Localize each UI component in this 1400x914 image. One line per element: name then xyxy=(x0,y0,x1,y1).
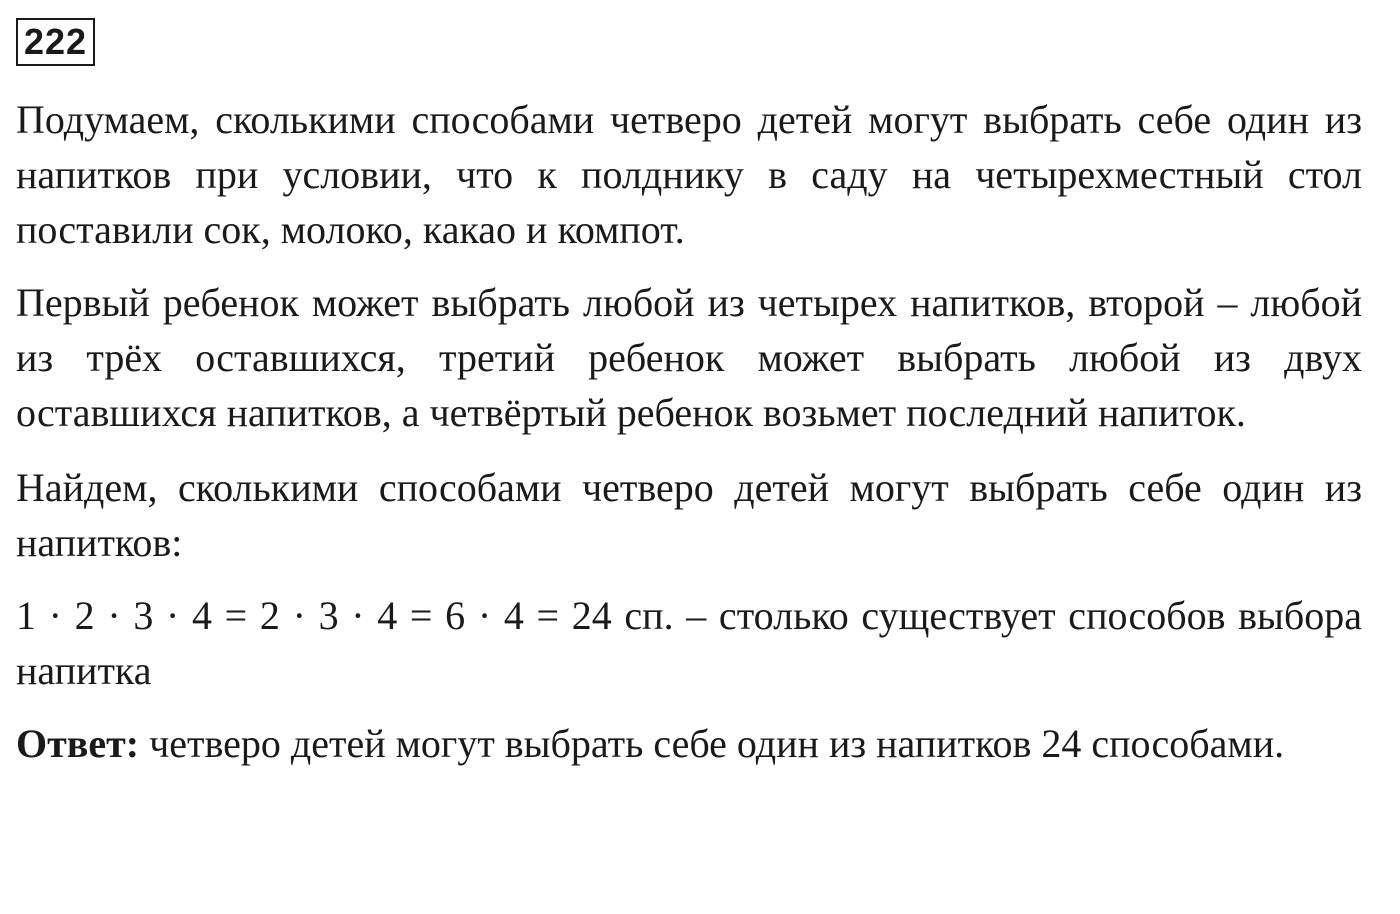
document-page xyxy=(16,18,1362,771)
task-number-box: 222 xyxy=(16,18,95,66)
paragraph-reasoning: Первый ребенок может выбрать любой из четырех напитков, второй – любой из трёх оставшихся, третий ребенок может выбрать любой из двух оставшихся напитков, а четвёртый ребенок возьмет последний напиток. xyxy=(16,280,1362,435)
paragraph-answer xyxy=(16,716,1362,771)
paragraph-problem-statement: Подумаем, сколькими способами четверо детей могут выбрать себе один из напитков при условии, что к полднику в саду на четырехместный стол поставили сок, молоко, какао и компот. xyxy=(16,97,1362,252)
answer-text: четверо детей могут выбрать себе один из напитков 24 способами. xyxy=(139,721,1285,766)
answer-label: Ответ: xyxy=(16,721,140,766)
paragraph-calculation: 1 · 2 · 3 · 4 = 2 · 3 · 4 = 6 · 4 = 24 сп. – столько существует способов выбора напитка xyxy=(16,593,1362,693)
paragraph-find-intro: Найдем, сколькими способами четверо детей могут выбрать себе один из напитков: xyxy=(16,465,1362,565)
